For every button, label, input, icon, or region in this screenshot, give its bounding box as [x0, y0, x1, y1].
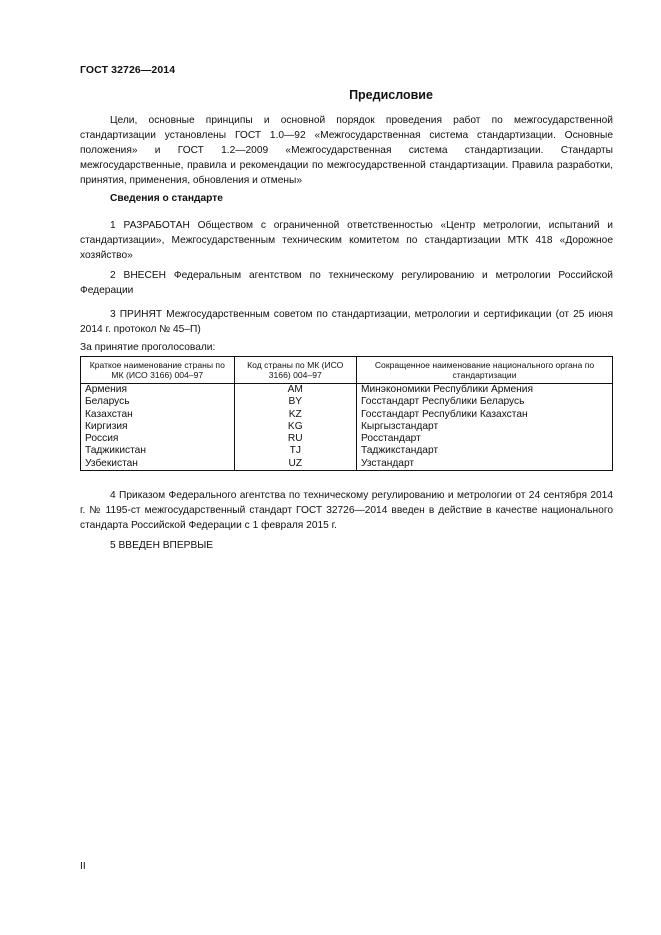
table-row [81, 384, 613, 397]
item-adopted: 3 ПРИНЯТ Межгосударственным советом по стандартизации, метрологии и сертификации (от 25 июня 2014 г. протокол № 45–П) [80, 309, 613, 335]
standards-body: Узстандарт [356, 458, 612, 471]
standards-body: Кыргызстандарт [356, 421, 612, 433]
country-name: Казахстан [81, 409, 235, 421]
item-order: 4 Приказом Федерального агентства по техническому регулированию и метрологии от 24 сентября 2014 г. № 1195-ст межгосударственный стандарт ГОСТ 32726—2014 введен в действие в качестве национального стандарта Российской Федерации с 1 февраля 2015 г. [80, 490, 613, 531]
info-heading: Сведения о стандарте [110, 193, 223, 204]
item-introduced: 2 ВНЕСЕН Федеральным агентством по техническому регулированию и метрологии Российской Федерации [80, 270, 613, 296]
table-row [81, 409, 613, 421]
table-row [81, 458, 613, 471]
country-name: Киргизия [81, 421, 235, 433]
page-number: II [80, 861, 86, 872]
standards-body: Минэкономики Республики Армения [356, 384, 612, 397]
item-first-time: 5 ВВЕДЕН ВПЕРВЫЕ [110, 540, 214, 551]
country-name: Россия [81, 433, 235, 445]
header-country-code: Код страны по МК (ИСО 3166) 004–97 [234, 357, 356, 384]
votes-table-header [81, 357, 613, 384]
intro-paragraph: Цели, основные принципы и основной порядок проведения работ по межгосударственной стандартизации установлены ГОСТ 1.0—92 «Межгосударственная система стандартизации. Основные положения» и ГОСТ 1.2—2009 «Межгосударственная система стандартизации. Стандарты межгосударственные, правила и рекомендации по межгосударственной стандартизации. Правила разработки, принятия, применения, обновления и отмены» [80, 115, 613, 186]
item-developed: 1 РАЗРАБОТАН Обществом с ограниченной ответственностью «Центр метрологии, испытаний и стандартизации», Межгосударственным техническим комитетом по стандартизации МТК 418 «Дорожное хозяйство» [80, 220, 613, 261]
country-name: Узбекистан [81, 458, 235, 471]
country-code: KG [234, 421, 356, 433]
country-name: Беларусь [81, 396, 235, 408]
country-name: Таджикистан [81, 445, 235, 457]
country-code: BY [234, 396, 356, 408]
standards-body: Госстандарт Республики Казахстан [356, 409, 612, 421]
votes-label: За принятие проголосовали: [80, 342, 216, 353]
table-row [81, 421, 613, 433]
votes-table [80, 356, 613, 471]
country-code: KZ [234, 409, 356, 421]
page-title: Предисловие [349, 88, 433, 102]
standards-body: Госстандарт Республики Беларусь [356, 396, 612, 408]
country-code: TJ [234, 445, 356, 457]
document-code: ГОСТ 32726—2014 [80, 64, 176, 76]
standards-body: Росстандарт [356, 433, 612, 445]
country-code: AM [234, 384, 356, 397]
table-row [81, 433, 613, 445]
country-name: Армения [81, 384, 235, 397]
table-row [81, 396, 613, 408]
table-row [81, 445, 613, 457]
header-standards-body: Сокращенное наименование национального органа по стандартизации [356, 357, 612, 384]
country-code: RU [234, 433, 356, 445]
standards-body: Таджикстандарт [356, 445, 612, 457]
header-country-name: Краткое наименование страны по МК (ИСО 3166) 004–97 [81, 357, 235, 384]
country-code: UZ [234, 458, 356, 471]
